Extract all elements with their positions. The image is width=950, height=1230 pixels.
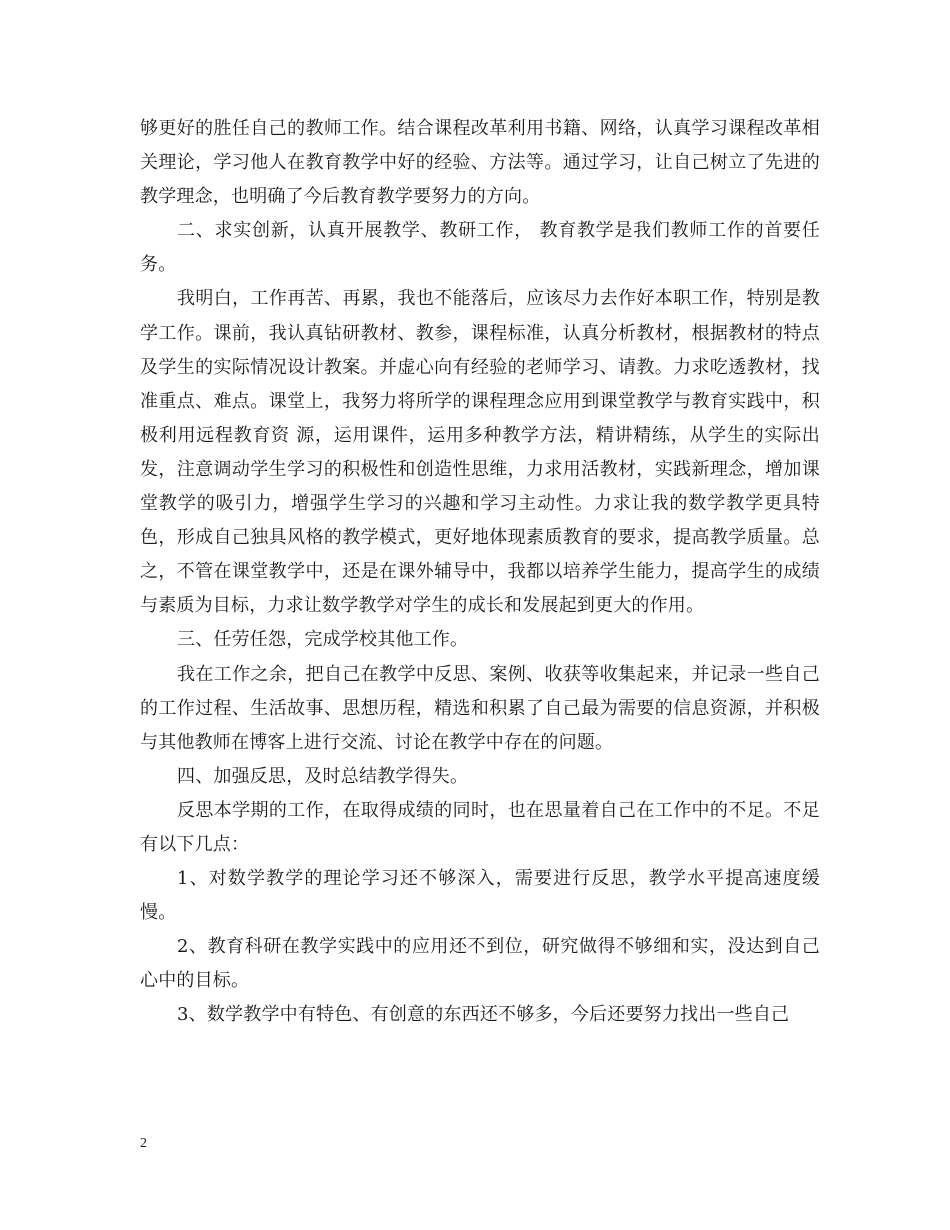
- paragraph-2: 二、求实创新，认真开展教学、教研工作， 教育教学是我们教师工作的首要任务。: [140, 220, 820, 276]
- paragraph-8: 1、对数学教学的理论学习还不够深入，需要进行反思，教学水平提高速度缓慢。: [140, 868, 820, 924]
- paragraph-1: 够更好的胜任自己的教师工作。结合课程改革利用书籍、网络，认真学习课程改革相关理论，学习他人在教育教学中好的经验、方法等。通过学习，让自己树立了先进的教学理念，也明确了今后教育教学要努力的方向。: [140, 118, 820, 208]
- paragraph-3: 我明白，工作再苦、再累，我也不能落后，应该尽力去作好本职工作，特别是教学工作。课前，我认真钻研教材、教参，课程标准，认真分析教材，根据教材的特点及学生的实际情况设计教案。并虚心向有经验的老师学习、请教。力求吃透教材，找准重点、难点。课堂上，我努力将所学的课程理念应用到课堂教学与教育实践中，积极利用远程教育资 源，运用课件，运用多种教学方法，精讲精练，从学生的实际出发，注意调动学生学习的积极性和创造性思维，力求用活教材，实践新理念，增加课堂教学的吸引力，增强学生学习的兴趣和学习主动性。力求让我的数学教学更具特色，形成自己独具风格的教学模式，更好地体现素质教育的要求，提高教学质量。总之，不管在课堂教学中，还是在课外辅导中，我都以培养学生能力，提高学生的成绩与素质为目标，力求让数学教学对学生的成长和发展起到更大的作用。: [140, 288, 820, 617]
- page-number: 2: [140, 1136, 147, 1151]
- paragraph-9: 2、教育科研在教学实践中的应用还不到位，研究做得不够细和实，没达到自己心中的目标。: [140, 936, 820, 992]
- paragraph-4: 三、任劳任怨，完成学校其他工作。: [177, 629, 469, 651]
- paragraph-10: 3、数学教学中有特色、有创意的东西还不够多，今后还要努力找出一些自己: [177, 1004, 790, 1026]
- document-body: [140, 112, 820, 1033]
- paragraph-6: 四、加强反思，及时总结教学得失。: [177, 765, 469, 787]
- paragraph-7: 反思本学期的工作，在取得成绩的同时，也在思量着自己在工作中的不足。不足有以下几点：: [140, 799, 820, 855]
- paragraph-5: 我在工作之余，把自己在教学中反思、案例、收获等收集起来，并记录一些自己的工作过程、生活故事、思想历程，精选和积累了自己最为需要的信息资源，并积极与其他教师在博客上进行交流、讨论在教学中存在的问题。: [140, 663, 820, 753]
